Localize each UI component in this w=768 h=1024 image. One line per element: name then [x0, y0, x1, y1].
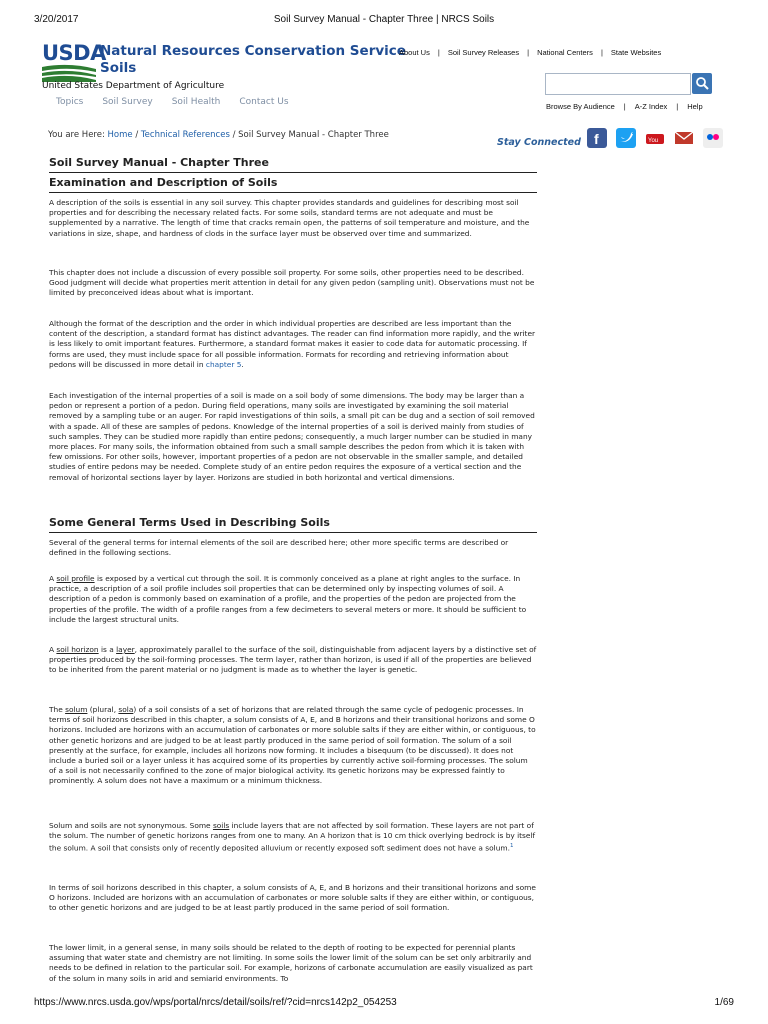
print-page-title: Soil Survey Manual - Chapter Three | NRCS Soils [273, 14, 495, 25]
main-nav [56, 97, 308, 107]
usda-logo-fields-icon [42, 64, 96, 82]
agency-name[interactable] [100, 43, 406, 77]
usda-logo-text: USDA [42, 41, 106, 65]
secondary-utility-nav: Browse By Audience | A-Z Index | Help [546, 102, 703, 111]
nav-help[interactable]: Help [687, 102, 703, 111]
paragraph-8-lead: The [49, 705, 66, 714]
nav-contact-us[interactable]: Contact Us [239, 97, 289, 107]
paragraph-3 [49, 319, 537, 370]
youtube-icon[interactable] [645, 128, 665, 148]
agency-name-line1: Natural Resources Conservation Service [100, 43, 406, 59]
paragraph-1: A description of the soils is essential in any soil survey. This chapter provides standards and guidelines for describing most soil properties and for describing the necessary related facts. For some soils, standard terms are not adequate and must be supplemented by a narrative. The length of time that cracks remain open, the patterns of soil temperature and moisture, and the variations in size, shape, and hardness of clods in the surface layer must be observed over time and summarized. [49, 198, 530, 238]
search-button[interactable] [692, 73, 712, 94]
print-url: https://www.nrcs.usda.gov/wps/portal/nrcs/detail/soils/ref/?cid=nrcs142p2_054253 [34, 997, 397, 1008]
term-sola[interactable]: sola [118, 705, 134, 714]
breadcrumb-technical-references[interactable]: Technical References [140, 130, 230, 140]
paragraph-7 [49, 645, 537, 676]
paragraph-9 [49, 821, 537, 854]
svg-text:You: You [648, 138, 659, 144]
nav-national-centers[interactable]: National Centers [537, 48, 593, 57]
paragraph-8 [49, 705, 537, 787]
term-soil-horizon[interactable]: soil horizon [56, 645, 99, 654]
breadcrumb-separator: / [135, 130, 139, 140]
paragraph-8-mid: (plural, [87, 705, 119, 714]
nav-state-websites[interactable]: State Websites [610, 48, 662, 57]
section-title-examination: Examination and Description of Soils [49, 176, 537, 193]
breadcrumb-home[interactable]: Home [107, 130, 133, 140]
search-icon [695, 76, 709, 90]
nav-topics[interactable]: Topics [56, 97, 84, 107]
paragraph-9-lead: Solum and soils are not synonymous. Some [49, 821, 213, 830]
nav-soil-survey-releases[interactable]: Soil Survey Releases [447, 48, 520, 57]
section-title-general-terms: Some General Terms Used in Describing Soils [49, 516, 537, 533]
usda-logo[interactable] [42, 41, 106, 83]
department-name: United States Department of Agriculture [42, 81, 225, 91]
breadcrumb-prefix: You are Here: [48, 130, 105, 140]
facebook-icon[interactable] [587, 128, 607, 148]
print-page-number: 1/69 [714, 997, 734, 1008]
twitter-icon[interactable] [616, 128, 636, 148]
paragraph-8-text: ) of a soil consists of a set of horizons that are related through the same cycle of pedogenic processes. In terms of soil horizons described in this chapter, a solum consists of A, E, and B horizons and their transitional horizons and some O horizons. Included are horizons with an accumulation of carbonates or more soluble salts if they are either within, or contiguous, to other genetic horizons and are judged to be at least partly produced in the same period of soil formation. The solum of a soil presently at the surface, for example, includes all horizons now forming. It includes a bisequum (to be discussed). It does not include a buried soil or a layer unless it has acquired some of its properties by currently active soil-forming processes. The solum of a soil is not necessarily confined to the zone of major biological activity. Its genetic horizons may be expressed faintly to prominently. A solum does not have a maximum or a minimum thickness. [49, 705, 536, 786]
chapter-5-link[interactable]: chapter 5 [205, 359, 242, 369]
footnote-1-link[interactable]: 1 [509, 843, 514, 850]
agency-name-line2: Soils [100, 60, 137, 76]
paragraph-4: Each investigation of the internal properties of a soil is made on a soil body of some dimensions. The body may be larger than a pedon or represent a portion of a pedon. During field operations, many soils are investigated by examining the soil material removed by a sampling tube or an auger. For rapid investigations of thin soils, a small pit can be dug and a section of soil removed with a spade. All of these are samples of pedons. Knowledge of the internal properties of a soil is derived mainly from studies of such samples. They can be studied more rapidly than entire pedons; consequently, a much larger number can be studied in many more places. For many soils, the information obtained from such a small sample describes the pedon from which it is taken with few omissions. For other soils, however, important properties of a pedon are not observable in the smaller sample, and detailed studies of entire pedons may be needed. Complete study of an entire pedon requires the exposure of a vertical section and the removal of horizontal sections layer by layer. Horizons are studied in both horizontal and vertical dimensions. [49, 391, 535, 482]
svg-text:f: f [594, 131, 599, 147]
print-date: 3/20/2017 [34, 14, 79, 25]
term-soil-profile[interactable]: soil profile [56, 574, 95, 583]
term-layer[interactable]: layer [116, 645, 135, 654]
paragraph-7-text: , approximately parallel to the surface of the soil, distinguishable from adjacent layers by a distinctive set of properties produced by the soil-forming processes. The term layer, rather than horizon, is used if all of the properties are believed to be inherited from the parent material or no judgment is made as to whether the layer is genetic. [49, 645, 537, 675]
paragraph-3-text: Although the format of the description and the order in which individual properties are described are less important than the content of the description, a standard format has distinct advantages. The reader can find information more rapidly, and the writer is less likely to omit important features. Furthermore, a standard format makes it easier to code data for automatic processing. If forms are used, they must include space for all possible information. Formats for recording and retrieving information about pedons will be discussed in more detail in [49, 319, 536, 369]
email-icon[interactable] [674, 128, 694, 148]
nav-about-us[interactable]: About Us [399, 48, 430, 57]
paragraph-7-mid: is a [98, 645, 117, 654]
paragraph-5: Several of the general terms for internal elements of the soil are described here; other more specific terms are described or defined in the following sections. [49, 538, 509, 558]
paragraph-2: This chapter does not include a discussion of every possible soil property. For some soils, other properties need to be described. Good judgment will decide what properties merit attention in detail for any given pedon (sampling unit). Observations must not be limited by preconceived ideas about what is important. [49, 268, 535, 298]
paragraph-6 [49, 574, 537, 625]
paragraph-10: In terms of soil horizons described in this chapter, a solum consists of A, E, and B horizons and their transitional horizons and some O horizons. Included are horizons with an accumulation of carbonates or more soluble salts if they are either within, or contiguous, to other genetic horizons and are judged to be at least partly produced in the same period of soil formation. [49, 883, 536, 913]
nav-soil-survey[interactable]: Soil Survey [102, 97, 153, 107]
search-input[interactable] [545, 73, 691, 95]
chapter-title: Soil Survey Manual - Chapter Three [49, 156, 537, 173]
paragraph-11: The lower limit, in a general sense, in many soils should be related to the depth of rooting to be expected for perennial plants assuming that water state and chemistry are not limiting. In some soils the lower limit of the solum can be set only arbitrarily and needs to be defined in relation to the particular soil. For example, horizons of carbonate accumulation are easily visualized as part of the solum in many soils in arid and semiarid environments. To [49, 943, 533, 983]
nav-a-z-index[interactable]: A-Z Index [634, 102, 668, 111]
term-soils[interactable]: soils [212, 821, 230, 830]
paragraph-9-text: include layers that are not affected by soil formation. These layers are not part of the solum. The number of genetic horizons ranges from one to many. An A horizon that is 10 cm thick overlying bedrock is by itself the solum. A soil that consists only of recently deposited alluvium or recently exposed soft sediment does not have a solum. [49, 821, 536, 853]
flickr-icon[interactable] [703, 128, 723, 148]
stay-connected-label: Stay Connected [497, 137, 581, 148]
paragraph-6-lead: A [49, 574, 57, 583]
paragraph-3-end: . [241, 359, 244, 369]
nav-soil-health[interactable]: Soil Health [171, 97, 221, 107]
paragraph-6-text: is exposed by a vertical cut through the soil. It is commonly conceived as a plane at right angles to the surface. In practice, a description of a soil profile includes soil properties that can be determined only by inspecting volumes of soil. A description of a pedon is commonly based on examination of a profile, and the properties of the pedon are projected from the properties of the profile. The width of a profile ranges from a few decimeters to several meters or more. It should be sufficient to include the largest structural units. [49, 574, 527, 624]
term-solum[interactable]: solum [65, 705, 88, 714]
breadcrumb [48, 130, 389, 140]
breadcrumb-current: / Soil Survey Manual - Chapter Three [232, 130, 389, 140]
nav-browse-by-audience[interactable]: Browse By Audience [546, 102, 615, 111]
paragraph-7-lead: A [49, 645, 57, 654]
utility-nav: About Us | Soil Survey Releases | National Centers | State Websites [399, 48, 662, 57]
